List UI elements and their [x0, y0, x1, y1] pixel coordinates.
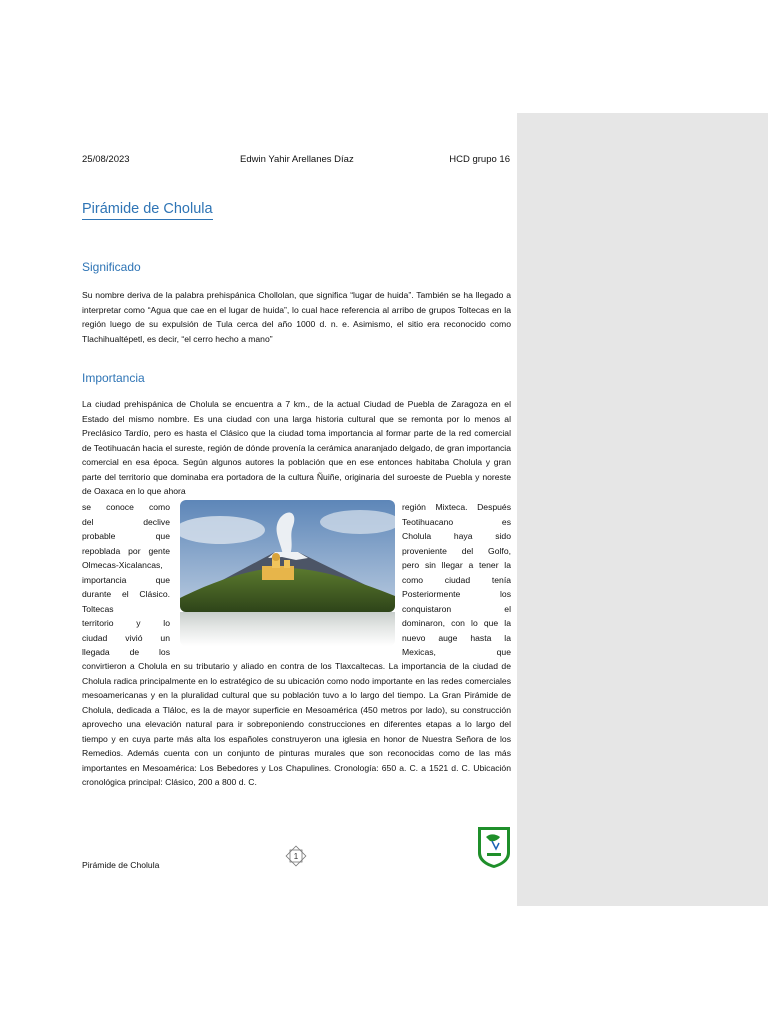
wrap-left-line: repoblada por gente [82, 545, 170, 556]
wrap-right-line: Mexicas, que [402, 647, 511, 657]
paragraph-importancia-top: La ciudad prehispánica de Cholula se encuentra a 7 km., de la actual Ciudad de Puebla de Zaragoza en el Estado del mismo nombre. Es una ciudad con una larga historia cultural que se remonta por lo menos al Preclásico Tardío, pero es hasta el Clásico que la ciudad toma importancia al formar parte de la red comercial de Teotihuacán hacia el sureste, región de dónde provenía la cerámica anaranjado delgado, de gran importancia comercial en esa época. Según algunos autores la población que en ese entonces habitaba Cholula y gran parte del territorio que dominaba era portadora de la cultura Ñuiñe, originaria del suroeste de Puebla y noreste de Oaxaca en lo que ahora [82, 399, 511, 496]
header-date: 25/08/2023 [82, 154, 130, 165]
wrap-right-line: pero sin llegar a tener la [402, 560, 511, 570]
wrap-right-line: como ciudad tenía [402, 574, 511, 585]
comment-pane [517, 113, 768, 906]
header-author: Edwin Yahir Arellanes Díaz [240, 154, 354, 165]
wrap-left-line: se conoce como [82, 502, 170, 512]
document-title: Pirámide de Cholula [82, 200, 213, 220]
wrap-left-line: Toltecas [82, 603, 114, 614]
wrap-right-column [402, 500, 511, 660]
photo-reflection [180, 612, 395, 646]
wrap-right-line: Posteriormente los [402, 589, 511, 599]
cholula-pyramid-image [180, 500, 395, 612]
wrap-right-line: conquistaron el [402, 603, 511, 614]
page-number-badge [283, 843, 309, 869]
wrap-left-column [82, 500, 170, 660]
wrap-left-line: Olmecas-Xicalancas, [82, 560, 163, 570]
wrap-right-line: región Mixteca. Después [402, 502, 511, 512]
wrap-right-line: Cholula haya sido [402, 531, 511, 541]
footer-title: Pirámide de Cholula [82, 860, 160, 870]
wrap-right-line: nuevo auge hasta la [402, 632, 511, 643]
page-number: 1 [293, 852, 299, 861]
wrap-right-line: proveniente del Golfo, [402, 545, 511, 556]
header-group: HCD grupo 16 [449, 154, 510, 165]
wrap-left-line: ciudad vivió un [82, 632, 170, 643]
wrap-right-line: Teotihuacano es [402, 516, 511, 527]
school-logo [476, 825, 512, 869]
heading-importancia: Importancia [82, 371, 145, 385]
wrap-left-line: llegada de los [82, 647, 170, 657]
paragraph-significado: Su nombre deriva de la palabra prehispánica Chollolan, que significa “lugar de huida”. También se ha llegado a interpretar como “Agua que cae en el lugar de huida”, lo cual hace referencia al arribo de grupos Toltecas en la región luego de su expulsión de Tula cerca del año 1000 d. n. e. Asimismo, el sitio era reconocido como Tlachihualtépetl, es decir, “el cerro hecho a mano” [82, 290, 511, 344]
wrap-left-line: importancia que [82, 574, 170, 585]
wrap-right-line: dominaron, con lo que la [402, 618, 511, 628]
paragraph-importancia-bottom: convirtieron a Cholula en su tributario y aliado en contra de los Tlaxcaltecas. La importancia de la ciudad de Cholula radica principalmente en lo estratégico de su ubicación como nodo importante en las redes comerciales mesoamericanas y en la pluralidad cultural que su población tuvo a lo largo del tiempo. La Gran Pirámide de Cholula, dedicada a Tláloc, es la de mayor superficie en Mesoamérica (450 metros por lado), su construcción aprovecho una elevación natural para ir sobreponiendo construcciones en diferentes etapas a lo largo del tiempo y en cuya parte más alta los españoles construyeron una iglesia en honor de Nuestra Señora de los Remedios. Además cuenta con un conjunto de pinturas murales que son reconocidas como de las más importantes en Mesoamérica: Los Bebedores y Los Chapulines. Cronología: 650 a. C. a 1521 d. C. Ubicación cronológica principal: Clásico, 200 a 800 d. C. [82, 661, 511, 787]
wrap-left-line: territorio y lo [82, 618, 170, 628]
heading-significado: Significado [82, 260, 141, 274]
wrap-left-line: probable que [82, 531, 170, 541]
wrap-left-line: durante el Clásico. [82, 589, 170, 599]
pyramid-photo [180, 500, 395, 612]
wrap-left-line: del declive [82, 516, 170, 527]
